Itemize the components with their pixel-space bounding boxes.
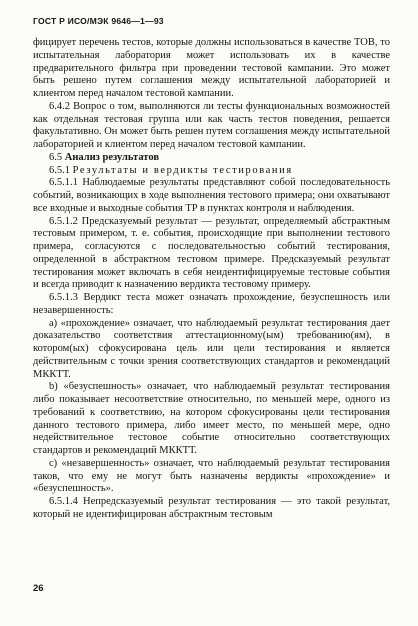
document-body [33,37,390,522]
subsection-heading-6-5-1 [33,165,390,178]
subsection-number: 6.5.1 [49,164,70,176]
list-item-a: а) «прохождение» означает, что наблюдаемый результат тестирования дает доказательство соответствия аттестационному(ым) требованию(ям), в котором(ых) сфокусирована цель или цели тестирования и является действительным с точки зрения соответствующих стандартов и рекомендаций МККТТ. [33,317,390,380]
paragraph-6-5-1-2: 6.5.1.2 Предсказуемый результат — результат, определяемый абстрактным тестовым примером, т. е. события, происходящие при выполнении тестового примера, согласуются с последовательностью событий тестирования, определенной в абстрактном тестовом примере. Предсказуемый результат тестирования может включать в себя неидентифицируемые тестовые события и всегда приводит к назначению вердикта тестовому примеру. [33,215,390,291]
standard-header: ГОСТ Р ИСО/МЭК 9646—1—93 [33,16,164,26]
list-item-b: b) «безуспешность» означает, что наблюдаемый результат тестирования либо показывает несоответствие относительно, по меньшей мере, одного из требований к соответствию, на котором сфокусированы цели тестирования данного тестового примера, либо имеет место, по меньшей мере, одно недействительное тестовое событие относительно соответствующих стандартов и рекомендаций МККТТ. [33,381,390,456]
paragraph-6-5-1-4: 6.5.1.4 Непредсказуемый результат тестирования — это такой результат, который не идентифицирован абстрактным тестовым [33,496,390,520]
section-heading-6-5 [33,152,390,165]
paragraph-6-4-2: 6.4.2 Вопрос о том, выполняются ли тесты функциональных возможностей как отдельная тестовая группа или как часть тестов поведения, решается факультативно. Он может быть решен путем соглашения между испытательной лабораторией и клиентом перед началом тестовой кампании. [33,100,390,150]
paragraph-6-5-1-1: 6.5.1.1 Наблюдаемые результаты представляют собой последовательность событий, возникающих в ходе выполнения тестового примера; они охватывают все входные и выходные события TP в пунктах контроля и наблюдения. [33,177,390,214]
paragraph-6-5-1-3: 6.5.1.3 Вердикт теста может означать прохождение, безуспешность или незавершенность: [33,292,390,316]
paragraph-continuation: фицирует перечень тестов, которые должны использоваться в качестве TOB, то испытательная лаборатория может использовать их в качестве предварительного фильтра при проведении тестовой кампании. Это может быть решено путем соглашения между испытательной лабораторией и клиентом перед началом тестовой кампании. [33,37,390,99]
section-number: 6.5 [49,151,63,163]
section-title: Анализ результатов [64,151,159,163]
page-number: 26 [33,583,44,594]
subsection-title: Результаты и вердикты тестирования [72,164,293,176]
list-item-c: с) «незавершенность» означает, что наблюдаемый результат тестирования таков, что ему не могут быть назначены вердикты «прохождение» и «безуспешность». [33,457,390,495]
